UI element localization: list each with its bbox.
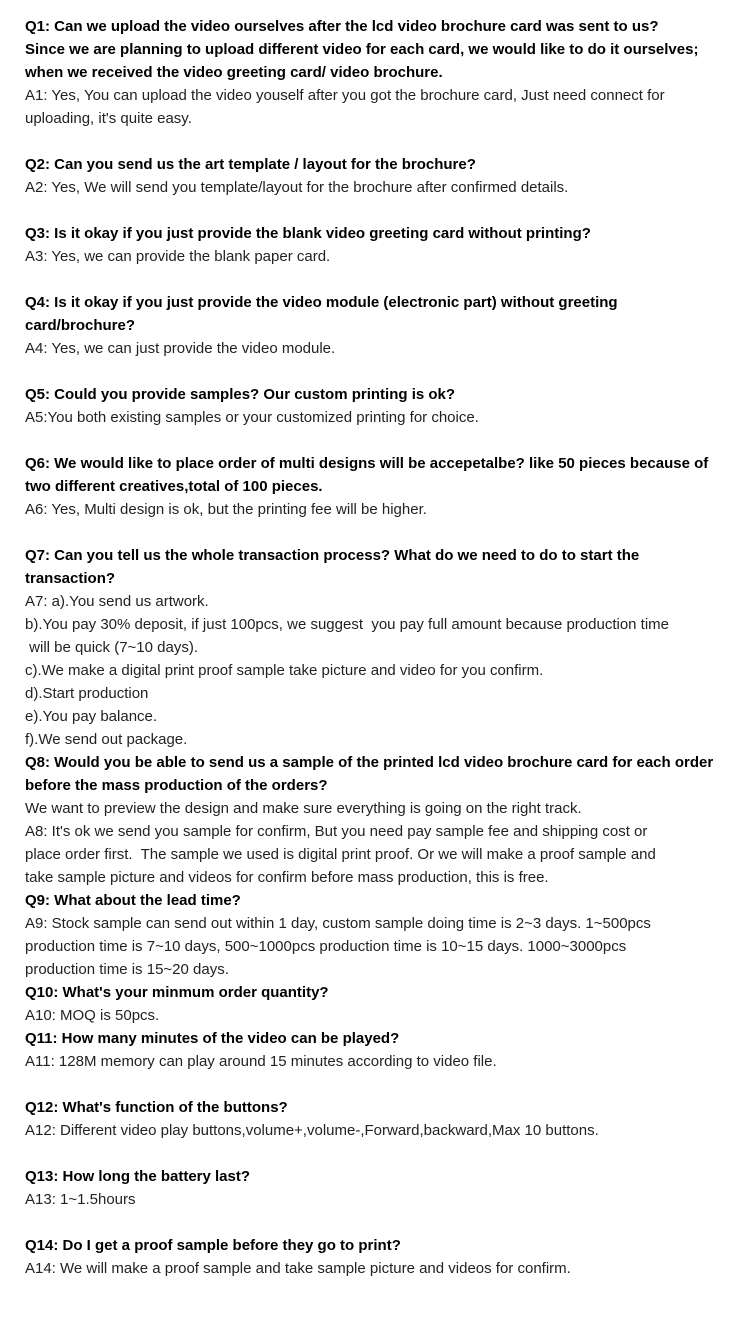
answer-line: uploading, it's quite easy.: [25, 110, 192, 127]
faq-entry-2: [25, 153, 750, 199]
question-line: Q4: Is it okay if you just provide the video module (electronic part) without greeting: [25, 294, 618, 311]
answer-line: production time is 7~10 days, 500~1000pcs production time is 10~15 days. 1000~3000pcs: [25, 938, 627, 955]
question-line: Q13: How long the battery last?: [25, 1168, 251, 1185]
answer-line: A4: Yes, we can just provide the video module.: [25, 340, 336, 357]
faq-entry-7: [25, 544, 750, 751]
question-line: Since we are planning to upload different video for each card, we would like to do it ourselves;: [25, 41, 699, 58]
question-line: transaction?: [25, 570, 116, 587]
faq-entry-9: [25, 889, 750, 981]
spacer: [25, 360, 750, 383]
answer-line: A9: Stock sample can send out within 1 day, custom sample doing time is 2~3 days. 1~500pcs: [25, 915, 651, 932]
answer-line: e).You pay balance.: [25, 708, 158, 725]
question-line: Q6: We would like to place order of multi designs will be accepetalbe? like 50 pieces because of: [25, 455, 709, 472]
question-line: Q12: What's function of the buttons?: [25, 1099, 288, 1116]
spacer: [25, 268, 750, 291]
question-line: Q8: Would you be able to send us a sample of the printed lcd video brochure card for each order: [25, 754, 714, 771]
question-line: Q7: Can you tell us the whole transaction process? What do we need to do to start the: [25, 547, 640, 564]
answer-line: A12: Different video play buttons,volume+,volume-,Forward,backward,Max 10 buttons.: [25, 1122, 599, 1139]
question-line: Q2: Can you send us the art template / layout for the brochure?: [25, 156, 476, 173]
faq-entry-5: [25, 383, 750, 429]
faq-entry-13: [25, 1165, 750, 1211]
question-line: when we received the video greeting card/ video brochure.: [25, 64, 443, 81]
question-line: card/brochure?: [25, 317, 136, 334]
answer-line: A6: Yes, Multi design is ok, but the printing fee will be higher.: [25, 501, 427, 518]
question-line: Q11: How many minutes of the video can be played?: [25, 1030, 400, 1047]
answer-line: A13: 1~1.5hours: [25, 1191, 136, 1208]
spacer: [25, 521, 750, 544]
faq-entry-14: [25, 1234, 750, 1280]
question-line: two different creatives,total of 100 pieces.: [25, 478, 323, 495]
question-line: Q3: Is it okay if you just provide the blank video greeting card without printing?: [25, 225, 591, 242]
question-line: Q5: Could you provide samples? Our custom printing is ok?: [25, 386, 456, 403]
answer-line: production time is 15~20 days.: [25, 961, 229, 978]
answer-line: place order first. The sample we used is digital print proof. Or we will make a proof sample and: [25, 846, 656, 863]
answer-line: will be quick (7~10 days).: [25, 639, 198, 656]
spacer: [25, 130, 750, 153]
faq-entry-11: [25, 1027, 750, 1073]
answer-line: d).Start production: [25, 685, 149, 702]
question-line: Q10: What's your minmum order quantity?: [25, 984, 329, 1001]
faq-entry-4: [25, 291, 750, 360]
spacer: [25, 429, 750, 452]
faq-entry-1: [25, 15, 750, 130]
question-line: Q14: Do I get a proof sample before they go to print?: [25, 1237, 401, 1254]
answer-line: c).We make a digital print proof sample take picture and video for you confirm.: [25, 662, 544, 679]
answer-line: b).You pay 30% deposit, if just 100pcs, we suggest you pay full amount because production time: [25, 616, 670, 633]
spacer: [25, 1073, 750, 1096]
spacer: [25, 199, 750, 222]
answer-line: A1: Yes, You can upload the video youself after you got the brochure card, Just need connect for: [25, 87, 665, 104]
answer-line: A5:You both existing samples or your customized printing for choice.: [25, 409, 479, 426]
answer-line: A11: 128M memory can play around 15 minutes according to video file.: [25, 1053, 497, 1070]
answer-line: We want to preview the design and make sure everything is going on the right track.: [25, 800, 582, 817]
faq-entry-3: [25, 222, 750, 268]
faq-entry-6: [25, 452, 750, 521]
question-line: before the mass production of the orders?: [25, 777, 328, 794]
spacer: [25, 1211, 750, 1234]
answer-line: take sample picture and videos for confirm before mass production, this is free.: [25, 869, 549, 886]
faq-entry-10: [25, 981, 750, 1027]
faq-entry-8: [25, 751, 750, 889]
answer-line: f).We send out package.: [25, 731, 188, 748]
faq-document: [25, 15, 750, 1280]
answer-line: A10: MOQ is 50pcs.: [25, 1007, 160, 1024]
question-line: Q1: Can we upload the video ourselves after the lcd video brochure card was sent to us?: [25, 18, 659, 35]
answer-line: A2: Yes, We will send you template/layout for the brochure after confirmed details.: [25, 179, 569, 196]
answer-line: A14: We will make a proof sample and take sample picture and videos for confirm.: [25, 1260, 571, 1277]
question-line: Q9: What about the lead time?: [25, 892, 241, 909]
faq-entry-12: [25, 1096, 750, 1142]
answer-line: A8: It's ok we send you sample for confirm, But you need pay sample fee and shipping cost or: [25, 823, 648, 840]
answer-line: A3: Yes, we can provide the blank paper card.: [25, 248, 331, 265]
spacer: [25, 1142, 750, 1165]
answer-line: A7: a).You send us artwork.: [25, 593, 209, 610]
